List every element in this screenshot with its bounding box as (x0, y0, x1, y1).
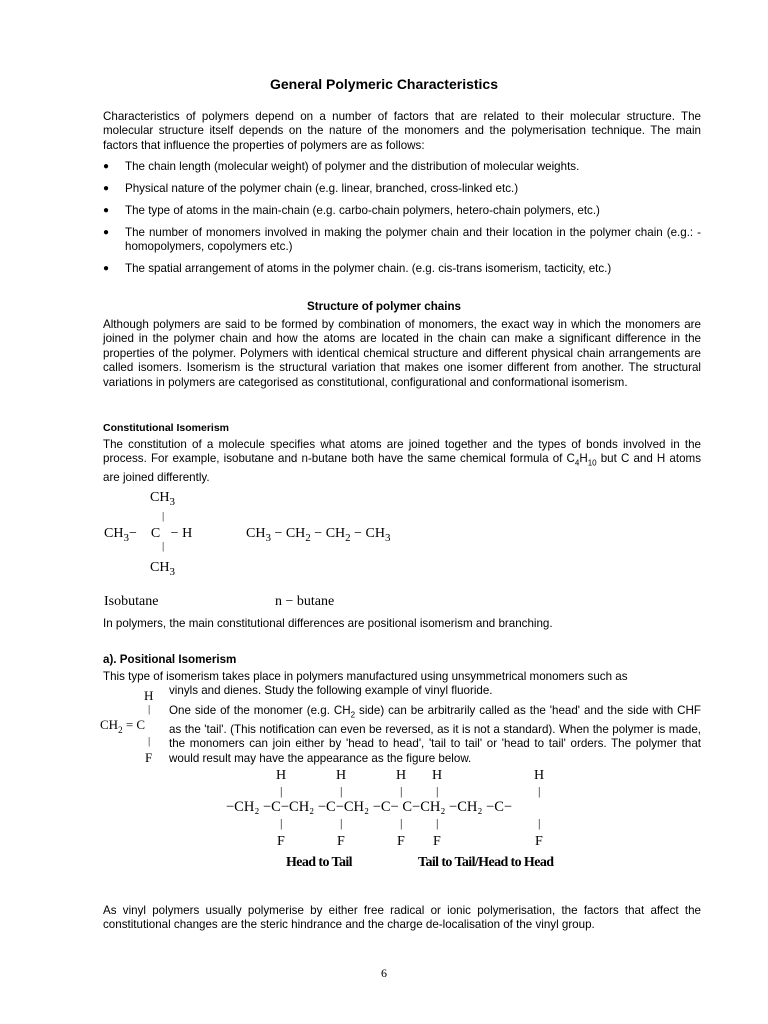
bond-vertical: | (280, 816, 283, 830)
positional-heading: a). Positional Isomerism (103, 653, 237, 666)
chain-h: H (336, 768, 347, 783)
list-item: ● The chain length (molecular weight) of polymer and the distribution of molecular weights. (103, 160, 580, 173)
bond-vertical: | (340, 816, 343, 830)
isobutane-middle: $CH_3-$ C − H (104, 526, 193, 544)
chain-h: H (276, 768, 287, 783)
factors-list (103, 160, 701, 284)
chain-f: F (397, 834, 405, 849)
chain-h: H (396, 768, 407, 783)
bond-vertical: | (280, 784, 283, 798)
bond-vertical: | (400, 784, 403, 798)
page-title: General Polymeric Characteristics (269, 76, 498, 92)
positional-paragraph: One side of the monomer (e.g. $CH_2$ side) can be arbitrarily called as the 'head' and the side with CHF as the 'tail'. (This notification can even be reversed, as it is not a standard). When the polymer is made, the monomers can join either by 'head to head', 'tail to tail' or 'head to tail' orders. The polymer that would result may have the appearance as the figure below. (169, 704, 701, 765)
bond-vertical: | (148, 735, 151, 747)
structure-heading: Structure of polymer chains (307, 300, 461, 313)
nbutane-formula: $CH_3 - CH_2 - CH_2 - CH_3$ (246, 526, 391, 544)
list-item: ● The type of atoms in the main-chain (e.g. carbo-chain polymers, hetero-chain polymers, etc.) (103, 203, 600, 217)
vf-backbone: $CH_2 = C$ (100, 717, 146, 735)
positional-line1: This type of isomerism takes place in polymers manufactured using unsymmetrical monomers such as (103, 670, 628, 683)
list-item: ● The spatial arrangement of atoms in the polymer chain. (e.g. cis-trans isomerism, tacticity, etc.) (103, 262, 612, 276)
chain-f: F (337, 834, 345, 849)
bond-vertical: | (162, 510, 165, 522)
bond-vertical: | (436, 816, 439, 830)
constitutional-heading: Constitutional Isomerism (103, 422, 230, 434)
chain-f: F (535, 834, 543, 849)
vf-h: H (144, 688, 154, 703)
isobutane-top: $CH_3$ (150, 490, 175, 508)
intro-paragraph: Characteristics of polymers depend on a number of factors that are related to their molecular structure. The molecular structure itself depends on the nature of the monomers and the polymerisation technique. The main factors that influence the properties of polymers are as follows: (103, 110, 701, 152)
vf-f: F (145, 750, 153, 765)
structure-paragraph: Although polymers are said to be formed by combination of monomers, the exact way in which the monomers are joined in the polymer chain and how the atoms are located in the chain can make a significant difference in the properties of the polymer. Polymers with identical chemical structure and different physical chain arrangements are called isomers. Isomerism is the structural variation that makes one isomer different from another. The structural variations in polymers are categorised as constitutional, configurational and conformational isomerism. (103, 318, 701, 389)
isobutane-label: Isobutane (104, 594, 159, 609)
label-tail-to-tail: Tail to Tail/Head to Head (418, 855, 554, 870)
bond-vertical: | (538, 816, 541, 830)
bond-vertical: | (162, 540, 165, 552)
bullet-icon: ● (103, 226, 110, 238)
bullet-icon: ● (103, 182, 110, 194)
constitutional-paragraph: The constitution of a molecule specifies what atoms are joined together and the types of bonds involved in the process. For example, isobutane and n-butane both have the same chemical formula of $C_4H_{10}$ but C and H atoms are joined differently. (103, 438, 702, 485)
bond-vertical: | (340, 784, 343, 798)
constitutional-summary: In polymers, the main constitutional differences are positional isomerism and branching. (103, 617, 553, 630)
bullet-icon: ● (103, 263, 110, 275)
positional-line2: vinyls and dienes. Study the following example of vinyl fluoride. (169, 684, 493, 697)
closing-paragraph: As vinyl polymers usually polymerise by either free radical or ionic polymerisation, the factors that affect the constitutional changes are the steric hindrance and the charge de-localisation of the vinyl group. (103, 904, 701, 932)
nbutane-label: n − butane (275, 594, 335, 609)
list-item: ● The number of monomers involved in making the polymer chain and their location in the polymer chain (e.g.: - homopolymers, copolymers etc.) (103, 225, 701, 254)
label-head-to-tail: Head to Tail (286, 855, 352, 870)
chain-f: F (277, 834, 285, 849)
chain-h: H (432, 768, 443, 783)
chain-backbone: −CH₂ −C−CH₂ −C−CH₂ −C− C−CH₂ −CH₂ −C− (226, 799, 513, 815)
bond-vertical: | (436, 784, 439, 798)
bond-vertical: | (538, 784, 541, 798)
chain-h: H (534, 768, 545, 783)
list-item: ● Physical nature of the polymer chain (e.g. linear, branched, cross-linked etc.) (103, 181, 519, 195)
isobutane-bottom: $CH_3$ (150, 560, 175, 578)
page-number: 6 (381, 966, 387, 980)
chain-f: F (433, 834, 441, 849)
bond-vertical: | (400, 816, 403, 830)
bond-vertical: | (148, 703, 151, 715)
bullet-icon: ● (103, 204, 110, 216)
bullet-icon: ● (103, 161, 110, 172)
